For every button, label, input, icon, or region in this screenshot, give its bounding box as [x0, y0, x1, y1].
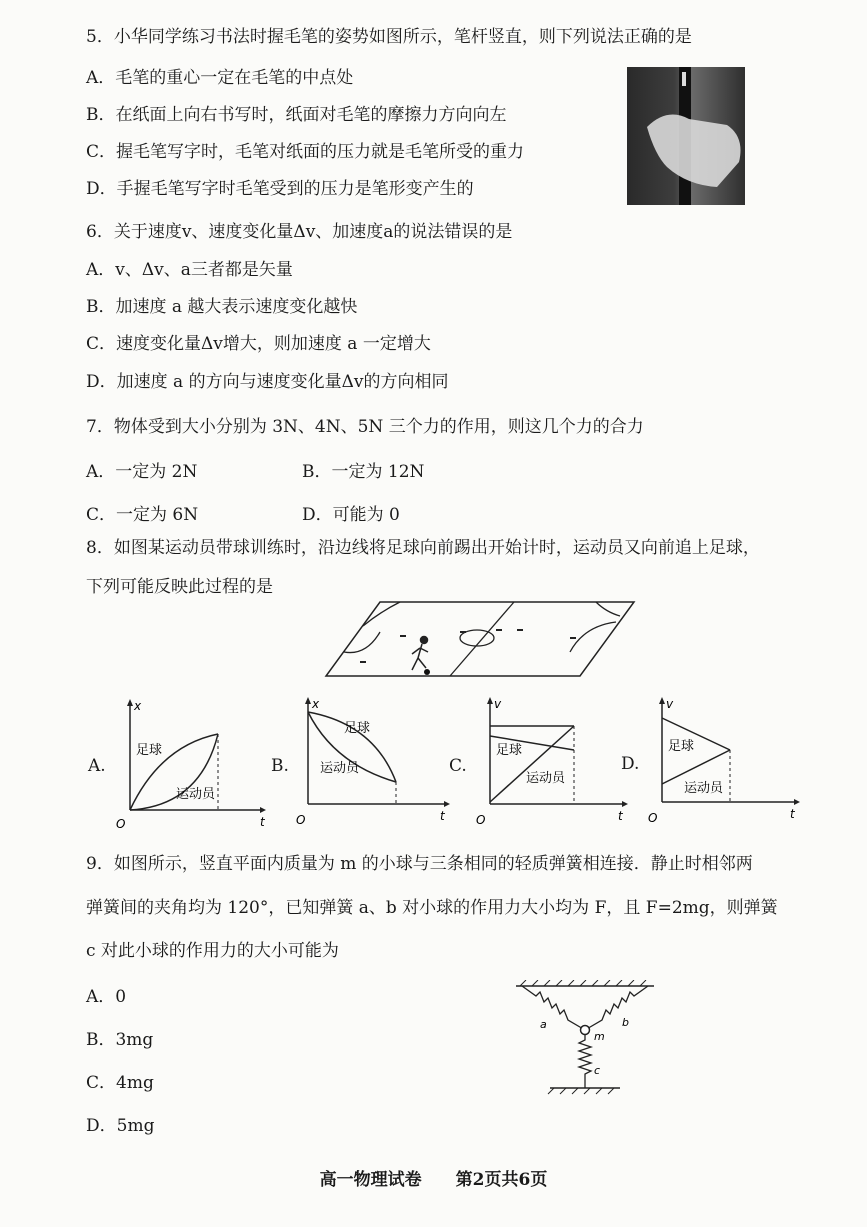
q8-stem-line1: 8．如图某运动员带球训练时，沿边线将足球向前踢出开始计时，运动员又向前追上足球， — [86, 538, 760, 558]
q9-stem-line1: 9．如图所示，竖直平面内质量为 m 的小球与三条相同的轻质弹簧相连接．静止时相邻两 — [86, 854, 753, 874]
graph-a-origin: O — [116, 817, 126, 831]
q5-option-b: B．在纸面上向右书写时，纸面对毛笔的摩擦力方向向左 — [86, 105, 507, 125]
q9-stem-line3: c 对此小球的作用力的大小可能为 — [86, 941, 339, 961]
spring-b — [585, 986, 648, 1030]
graph-a-label: A. — [88, 756, 106, 776]
q7-option-c: C．一定为 6N — [86, 505, 199, 525]
graph-d-x-axis-label: t — [790, 807, 795, 821]
graph-c-y-axis-label: v — [494, 697, 502, 711]
q6-option-a: A．v、Δv、a三者都是矢量 — [86, 260, 293, 280]
brush-hand-illustration — [627, 67, 745, 205]
right-corner-arc — [596, 602, 620, 616]
graph-b-xt — [294, 694, 454, 830]
graph-a-y-axis-label: x — [134, 699, 142, 713]
ceiling-hatch — [520, 980, 646, 986]
q6-option-c: C．速度变化量Δv增大，则加速度 a 一定增大 — [86, 334, 431, 354]
graph-a-ball-label: 足球 — [136, 743, 163, 758]
q9-option-a: A．0 — [86, 987, 127, 1007]
floor-hatch — [548, 1088, 614, 1094]
label-c: c — [594, 1064, 601, 1077]
ball-m — [581, 1026, 590, 1035]
label-b: b — [622, 1016, 629, 1029]
q6-stem: 6．关于速度v、速度变化量Δv、加速度a的说法错误的是 — [86, 222, 513, 242]
left-penalty-arc — [363, 602, 400, 626]
label-m: m — [594, 1030, 605, 1043]
q7-option-a: A．一定为 2N — [86, 462, 198, 482]
running-player-icon — [412, 637, 428, 671]
graph-b-ball-label: 足球 — [344, 721, 371, 736]
graph-b-origin: O — [296, 813, 306, 827]
graph-d-origin: O — [648, 811, 658, 825]
q5-option-c: C．握毛笔写字时，毛笔对纸面的压力就是毛笔所受的重力 — [86, 142, 525, 162]
q5-option-a: A．毛笔的重心一定在毛笔的中点处 — [86, 68, 354, 88]
graph-c-label: C. — [449, 756, 467, 776]
graph-a-player-label: 运动员 — [176, 787, 216, 802]
graph-b-x-axis-label: t — [440, 809, 445, 823]
spring-c — [579, 1030, 591, 1088]
graph-c-ball-label: 足球 — [496, 743, 523, 758]
spring-a — [522, 986, 585, 1030]
graph-d-y-axis-label: v — [666, 697, 674, 711]
q6-option-b: B．加速度 a 越大表示速度变化越快 — [86, 297, 358, 317]
graph-c-vt — [472, 694, 632, 830]
field-boundary — [326, 602, 634, 676]
graph-d-label: D. — [621, 754, 640, 774]
graph-b-y-axis-label: x — [312, 697, 320, 711]
q9-stem-line2: 弹簧间的夹角均为 120°，已知弹簧 a、b 对小球的作用力大小均为 F，且 F=2mg，则弹簧 — [86, 898, 778, 918]
q7-option-d: D．可能为 0 — [302, 505, 400, 525]
q5-option-d: D．手握毛笔写字时毛笔受到的压力是笔形变产生的 — [86, 179, 474, 199]
soccer-ball-icon — [424, 669, 430, 675]
q5-stem: 5．小华同学练习书法时握毛笔的姿势如图所示，笔杆竖直，则下列说法正确的是 — [86, 27, 692, 47]
soccer-field-figure — [320, 598, 640, 680]
left-goal-arc — [344, 632, 380, 653]
q6-option-d: D．加速度 a 的方向与速度变化量Δv的方向相同 — [86, 372, 449, 392]
player-line — [662, 750, 730, 784]
label-a: a — [540, 1018, 547, 1031]
graph-d-ball-label: 足球 — [668, 739, 695, 754]
graph-c-x-axis-label: t — [618, 809, 623, 823]
brush-grip-photo — [627, 67, 745, 205]
graph-b-label: B. — [271, 756, 289, 776]
page-footer: 高一物理试卷 第2页共6页 — [319, 1170, 548, 1190]
q9-option-d: D．5mg — [86, 1116, 155, 1136]
graph-c-player-label: 运动员 — [526, 771, 566, 786]
graph-d-player-label: 运动员 — [684, 781, 724, 796]
spring-figure — [510, 980, 660, 1098]
graph-a-x-axis-label: t — [260, 815, 265, 829]
q7-option-b: B．一定为 12N — [302, 462, 425, 482]
graph-c-origin: O — [476, 813, 486, 827]
q9-option-b: B．3mg — [86, 1030, 154, 1050]
graph-d-vt — [644, 694, 804, 830]
q9-option-c: C．4mg — [86, 1073, 154, 1093]
q8-stem-line2: 下列可能反映此过程的是 — [86, 577, 273, 597]
q7-stem: 7．物体受到大小分别为 3N、4N、5N 三个力的作用，则这几个力的合力 — [86, 417, 644, 437]
graph-a-xt — [110, 696, 270, 832]
graph-b-player-label: 运动员 — [320, 761, 360, 776]
